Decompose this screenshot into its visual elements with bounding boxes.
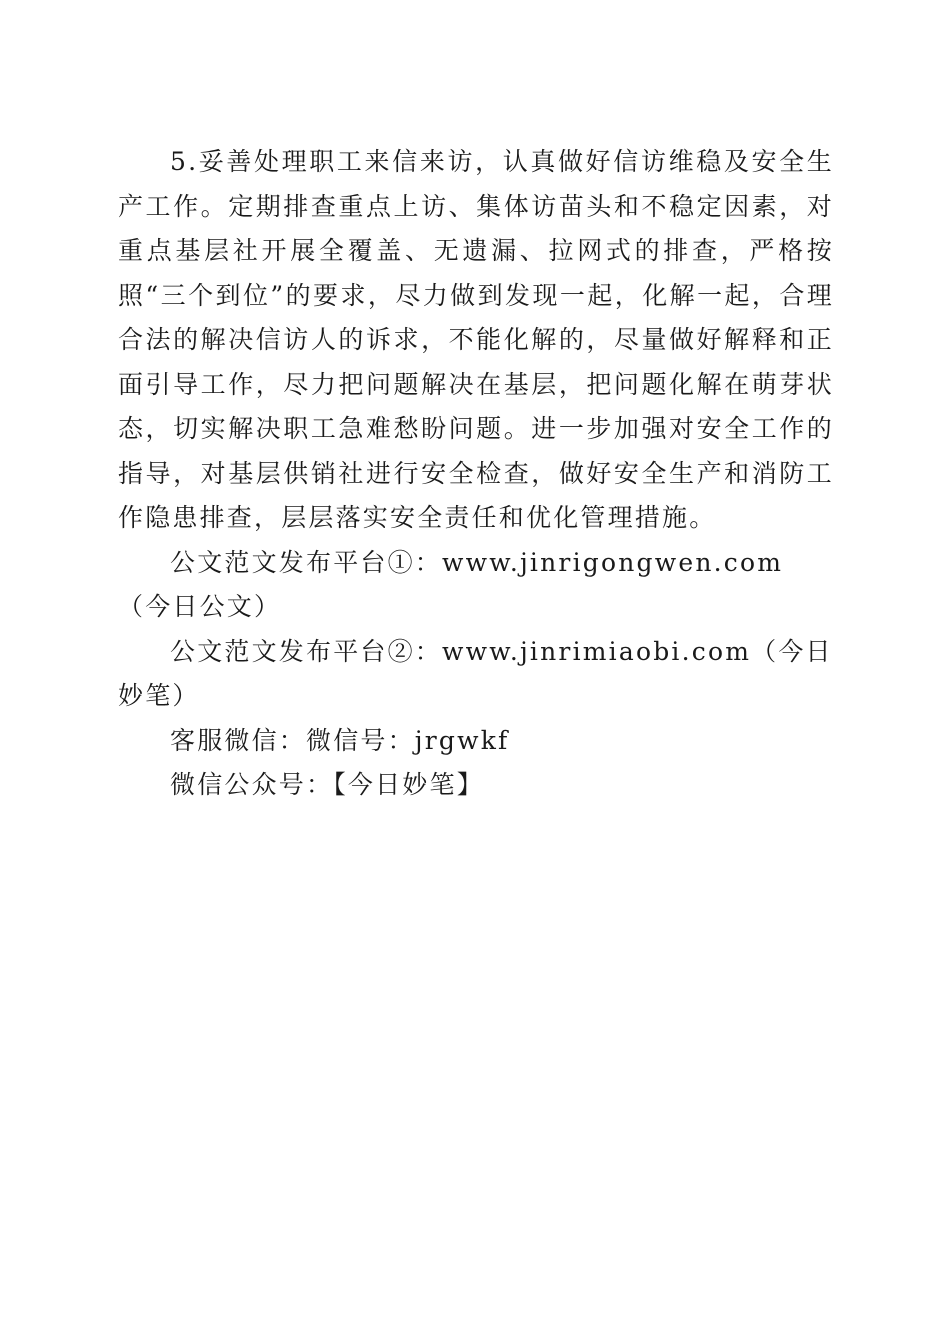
customer-service-wechat: 客服微信：微信号：jrgwkf bbox=[170, 725, 510, 755]
wechat-official-account: 微信公众号：【今日妙笔】 bbox=[170, 770, 484, 799]
platform-link-1: 公文范文发布平台①：www.jinrigongwen.com（今日公文） bbox=[118, 547, 784, 621]
platform-link-2: 公文范文发布平台②：www.jinrimiaobi.com（今日妙笔） bbox=[118, 636, 833, 710]
body-paragraph: 5.妥善处理职工来信来访，认真做好信访维稳及安全生产工作。定期排查重点上访、集体访苗头和不稳定因素，对重点基层社开展全覆盖、无遗漏、拉网式的排查，严格按照“三个到位”的要求，尽力做到发现一起，化解一起，合理合法的解决信访人的诉求，不能化解的，尽量做好解释和正面引导工作，尽力把问题解决在基层，把问题化解在萌芽状态，切实解决职工急难愁盼问题。进一步加强对安全工作的指导，对基层供销社进行安全检查，做好安全生产和消防工作隐患排查，层层落实安全责任和优化管理措施。 bbox=[118, 147, 834, 532]
document-body bbox=[118, 140, 834, 808]
